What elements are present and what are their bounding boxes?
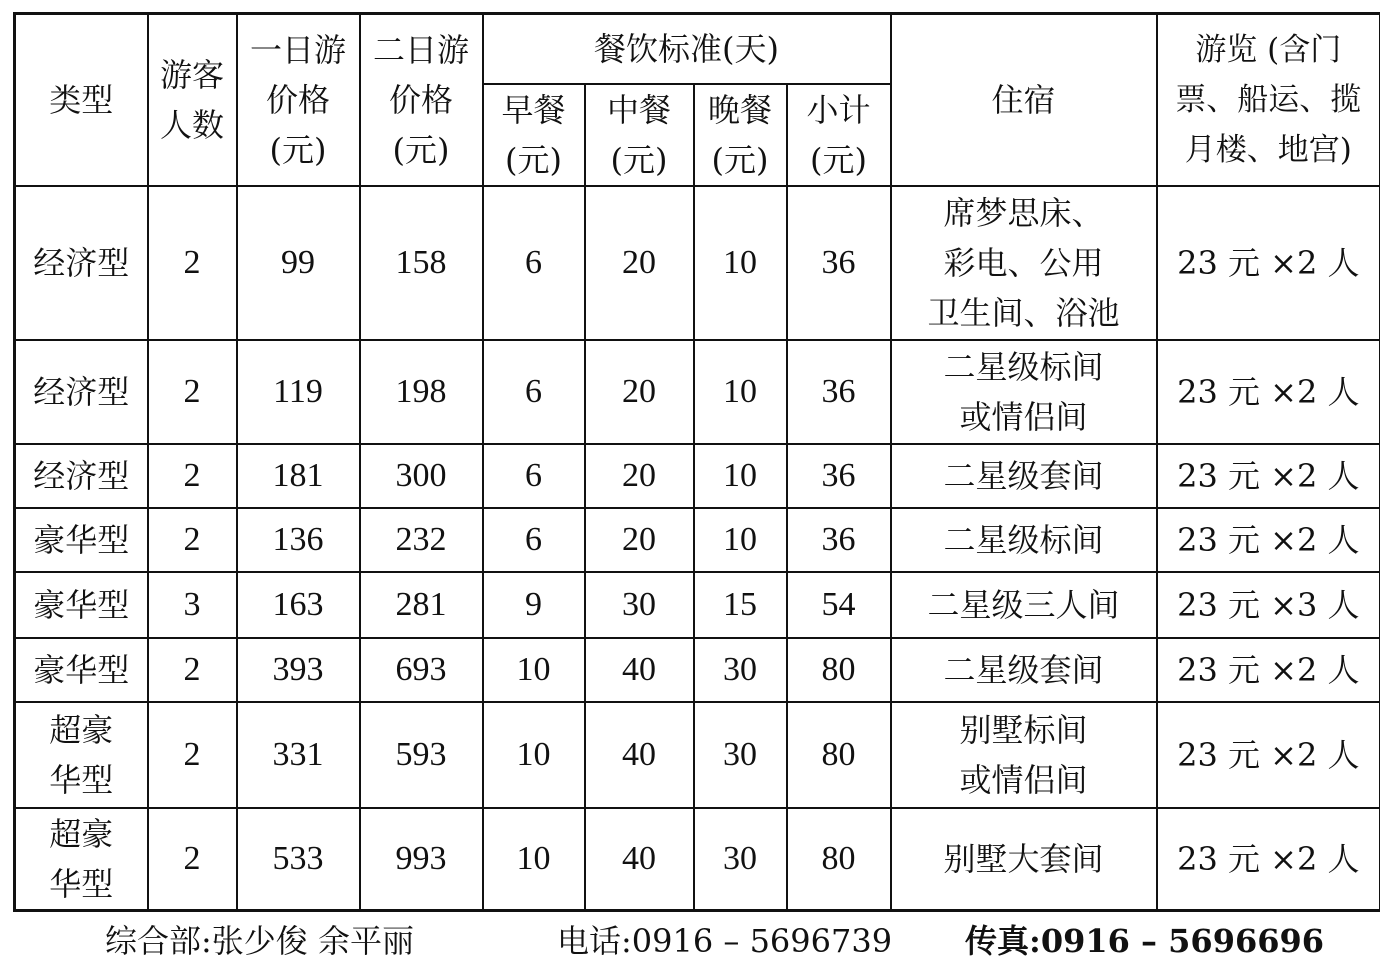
- cell-tour: 23 元 ×3 人: [1157, 572, 1380, 638]
- cell-subtotal: 54: [787, 572, 891, 638]
- cell-lodging: 二星级套间: [891, 638, 1157, 702]
- cell-type: 豪华型: [15, 638, 148, 702]
- cell-lodging: 别墅标间 或情侣间: [891, 702, 1157, 808]
- cell-visitors: 2: [148, 508, 237, 572]
- cell-subtotal: 80: [787, 702, 891, 808]
- cell-type: 经济型: [15, 444, 148, 508]
- cell-dinner: 10: [694, 444, 787, 508]
- cell-lunch: 20: [585, 508, 694, 572]
- cell-tour: 23 元 ×2 人: [1157, 702, 1380, 808]
- cell-subtotal: 36: [787, 186, 891, 340]
- header-subtotal: 小计 (元): [787, 84, 891, 186]
- cell-two-day: 158: [360, 186, 483, 340]
- footer-phone: 电话:0916 – 5696739: [557, 922, 893, 960]
- table-row: [15, 638, 1380, 702]
- cell-breakfast: 9: [483, 572, 585, 638]
- table-row: [15, 444, 1380, 508]
- cell-dinner: 10: [694, 340, 787, 444]
- cell-visitors: 2: [148, 638, 237, 702]
- cell-type: 豪华型: [15, 508, 148, 572]
- footer: [0, 916, 1380, 966]
- cell-subtotal: 80: [787, 808, 891, 911]
- cell-dinner: 10: [694, 508, 787, 572]
- cell-type: 豪华型: [15, 572, 148, 638]
- cell-visitors: 3: [148, 572, 237, 638]
- cell-one-day: 99: [237, 186, 360, 340]
- header-lunch: 中餐 (元): [585, 84, 694, 186]
- cell-dinner: 10: [694, 186, 787, 340]
- table-row: [15, 572, 1380, 638]
- cell-two-day: 232: [360, 508, 483, 572]
- cell-visitors: 2: [148, 186, 237, 340]
- table-row: [15, 186, 1380, 340]
- cell-lodging: 二星级套间: [891, 444, 1157, 508]
- cell-type: 经济型: [15, 186, 148, 340]
- cell-lunch: 30: [585, 572, 694, 638]
- cell-subtotal: 80: [787, 638, 891, 702]
- cell-breakfast: 10: [483, 702, 585, 808]
- cell-dinner: 15: [694, 572, 787, 638]
- table-row: [15, 702, 1380, 808]
- header-one-day-price: 一日游 价格 (元): [237, 14, 360, 186]
- cell-one-day: 331: [237, 702, 360, 808]
- header-two-day-price: 二日游 价格 (元): [360, 14, 483, 186]
- cell-breakfast: 6: [483, 444, 585, 508]
- cell-lunch: 40: [585, 808, 694, 911]
- cell-two-day: 198: [360, 340, 483, 444]
- cell-lodging: 二星级标间: [891, 508, 1157, 572]
- header-breakfast: 早餐 (元): [483, 84, 585, 186]
- cell-one-day: 163: [237, 572, 360, 638]
- table-row: [15, 340, 1380, 444]
- cell-lodging: 席梦思床、 彩电、公用 卫生间、浴池: [891, 186, 1157, 340]
- cell-breakfast: 6: [483, 186, 585, 340]
- cell-tour: 23 元 ×2 人: [1157, 638, 1380, 702]
- cell-visitors: 2: [148, 340, 237, 444]
- cell-lodging: 别墅大套间: [891, 808, 1157, 911]
- cell-tour: 23 元 ×2 人: [1157, 186, 1380, 340]
- cell-one-day: 136: [237, 508, 360, 572]
- cell-tour: 23 元 ×2 人: [1157, 808, 1380, 911]
- cell-type: 超豪 华型: [15, 808, 148, 911]
- header-sightseeing: 游览 (含门 票、船运、揽 月楼、地宫): [1157, 14, 1380, 186]
- cell-breakfast: 6: [483, 508, 585, 572]
- cell-breakfast: 10: [483, 808, 585, 911]
- cell-dinner: 30: [694, 638, 787, 702]
- table-row: [15, 808, 1380, 911]
- header-meals-group: 餐饮标准(天): [483, 14, 891, 84]
- cell-lodging: 二星级三人间: [891, 572, 1157, 638]
- cell-visitors: 2: [148, 702, 237, 808]
- cell-subtotal: 36: [787, 340, 891, 444]
- table-row: [15, 508, 1380, 572]
- cell-subtotal: 36: [787, 444, 891, 508]
- cell-two-day: 593: [360, 702, 483, 808]
- header-lodging: 住宿: [891, 14, 1157, 186]
- header-visitors: 游客 人数: [148, 14, 237, 186]
- price-table: [13, 12, 1380, 912]
- footer-contact: 综合部:张少俊 余平丽: [105, 922, 414, 960]
- cell-tour: 23 元 ×2 人: [1157, 444, 1380, 508]
- cell-two-day: 281: [360, 572, 483, 638]
- cell-lunch: 20: [585, 340, 694, 444]
- cell-two-day: 300: [360, 444, 483, 508]
- cell-one-day: 533: [237, 808, 360, 911]
- cell-one-day: 181: [237, 444, 360, 508]
- cell-lunch: 40: [585, 702, 694, 808]
- header-type: 类型: [15, 14, 148, 186]
- cell-visitors: 2: [148, 808, 237, 911]
- cell-type: 经济型: [15, 340, 148, 444]
- cell-two-day: 993: [360, 808, 483, 911]
- cell-tour: 23 元 ×2 人: [1157, 508, 1380, 572]
- cell-tour: 23 元 ×2 人: [1157, 340, 1380, 444]
- cell-breakfast: 6: [483, 340, 585, 444]
- cell-subtotal: 36: [787, 508, 891, 572]
- header-dinner: 晚餐 (元): [694, 84, 787, 186]
- cell-lunch: 20: [585, 186, 694, 340]
- cell-type: 超豪 华型: [15, 702, 148, 808]
- cell-two-day: 693: [360, 638, 483, 702]
- cell-lunch: 40: [585, 638, 694, 702]
- cell-lodging: 二星级标间 或情侣间: [891, 340, 1157, 444]
- cell-lunch: 20: [585, 444, 694, 508]
- cell-one-day: 119: [237, 340, 360, 444]
- cell-breakfast: 10: [483, 638, 585, 702]
- cell-visitors: 2: [148, 444, 237, 508]
- footer-fax: 传真:0916 – 5696696: [965, 922, 1325, 960]
- cell-dinner: 30: [694, 808, 787, 911]
- cell-one-day: 393: [237, 638, 360, 702]
- cell-dinner: 30: [694, 702, 787, 808]
